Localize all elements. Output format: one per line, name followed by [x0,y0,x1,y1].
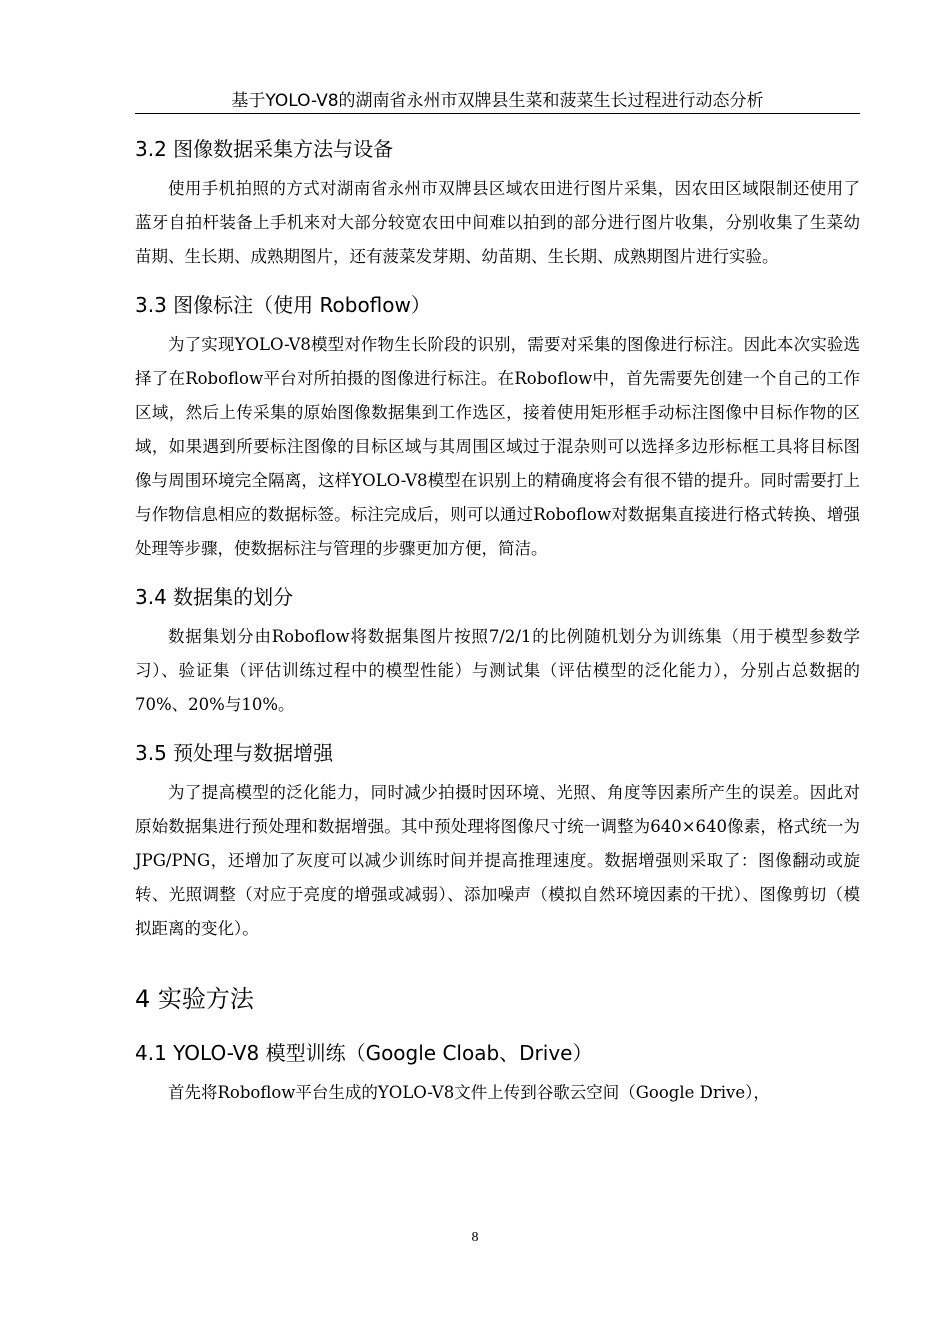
section-heading-3-2: 3.2 图像数据采集方法与设备 [135,137,394,161]
section-paragraph-3-2: 使用手机拍照的方式对湖南省永州市双牌县区域农田进行图片采集，因农田区域限制还使用了蓝牙自拍杆装备上手机来对大部分较宽农田中间难以拍到的部分进行图片收集，分别收集了生菜幼苗期、生长期、成熟期图片，还有菠菜发芽期、幼苗期、生长期、成熟期图片进行实验。 [135,179,860,266]
section-heading-3-5: 3.5 预处理与数据增强 [135,741,334,765]
chapter-heading-4: 4 实验方法 [135,985,254,1013]
page-body [135,126,860,1110]
running-header: 基于YOLO-V8的湖南省永州市双牌县生菜和菠菜生长过程进行动态分析 [231,91,764,111]
section-paragraph-3-4: 数据集划分由Roboflow将数据集图片按照7/2/1的比例随机划分为训练集（用于模型参数学习）、验证集（评估训练过程中的模型性能）与测试集（评估模型的泛化能力），分别占总数据的70%、20%与10%。 [135,627,860,714]
section-heading-3-4: 3.4 数据集的划分 [135,585,294,609]
section-paragraph-3-3: 为了实现YOLO-V8模型对作物生长阶段的识别，需要对采集的图像进行标注。因此本次实验选择了在Roboflow平台对所拍摄的图像进行标注。在Roboflow中，首先需要先创建一个自己的工作区域，然后上传采集的原始图像数据集到工作选区，接着使用矩形框手动标注图像中目标作物的区域，如果遇到所要标注图像的目标区域与其周围区域过于混杂则可以选择多边形标框工具将目标图像与周围环境完全隔离，这样YOLO-V8模型在识别上的精确度将会有很不错的提升。同时需要打上与作物信息相应的数据标签。标注完成后，则可以通过Roboflow对数据集直接进行格式转换、增强处理等步骤，使数据标注与管理的步骤更加方便，简洁。 [135,335,860,558]
section-heading-3-3: 3.3 图像标注（使用 Roboflow） [135,293,431,317]
header-rule [135,113,860,114]
section-paragraph-4-1: 首先将Roboflow平台生成的YOLO-V8文件上传到谷歌云空间（Google Drive）， [168,1083,770,1102]
section-heading-4-1: 4.1 YOLO-V8 模型训练（Google Cloab、Drive） [135,1041,593,1065]
section-paragraph-3-5: 为了提高模型的泛化能力，同时减少拍摄时因环境、光照、角度等因素所产生的误差。因此对原始数据集进行预处理和数据增强。其中预处理将图像尺寸统一调整为640×640像素，格式统一为JPG/PNG，还增加了灰度可以减少训练时间并提高推理速度。数据增强则采取了：图像翻动或旋转、光照调整（对应于亮度的增强或减弱）、添加噪声（模拟自然环境因素的干扰）、图像剪切（模拟距离的变化）。 [135,783,860,938]
page-number: 8 [471,1230,479,1245]
